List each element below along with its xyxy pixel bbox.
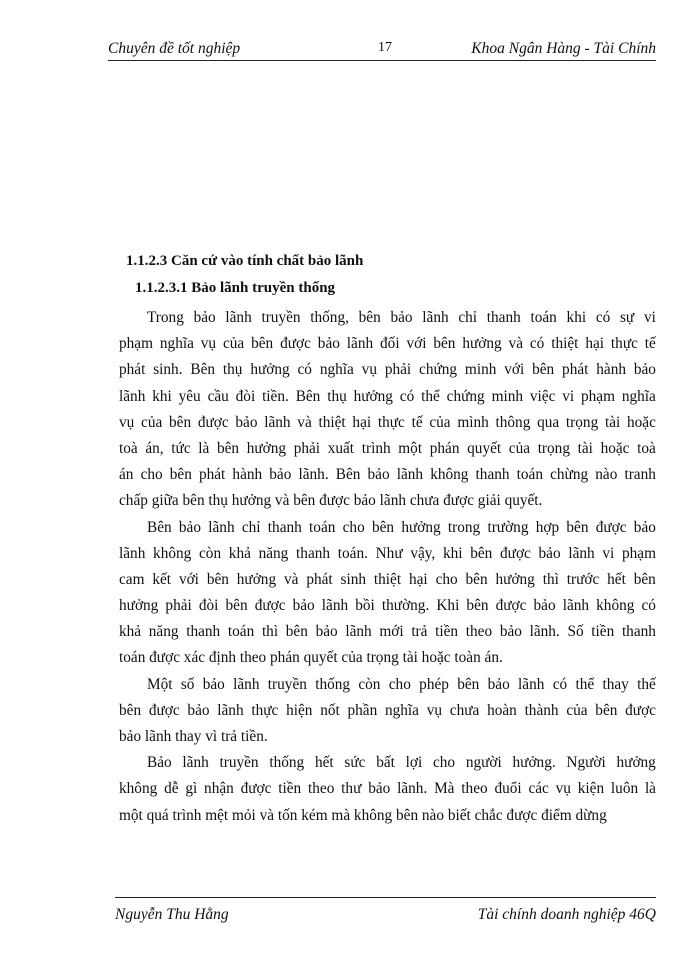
text-line: cam kết với bên hưởng và phát sinh thiệt hại cho bên hưởng thì trước hết bên [119, 570, 656, 588]
text-line: toán được xác định theo phán quyết của trọng tài hoặc toàn án. [119, 649, 503, 667]
text-line: lãnh khi yêu cầu đòi tiền. Bên thụ hưởng có thể chứng minh việc vi phạm nghĩa [119, 387, 656, 405]
footer-course: Tài chính doanh nghiệp 46Q [477, 906, 656, 923]
text-line: khả năng thanh toán thì bên bảo lãnh mới trả tiền theo bảo lãnh. Số tiền thanh [119, 623, 656, 641]
text-line: phạm nghĩa vụ của bên được bảo lãnh đối với bên hưởng và có thiệt hại thực tế [119, 335, 656, 353]
text-line: chấp giữa bên thụ hưởng và bên được bảo lãnh chưa được giải quyết. [119, 492, 543, 510]
text-line: Một số bảo lãnh truyền thống còn cho phép bên bảo lãnh có thể thay thế [147, 675, 656, 693]
text-line: Bên bảo lãnh chỉ thanh toán cho bên hưởng trong trường hợp bên được bảo [147, 518, 656, 536]
text-line: bảo lãnh thay vì trả tiền. [119, 728, 268, 745]
text-line: bên được bảo lãnh thực hiện nốt phần nghĩa vụ chưa hoàn thành của bên được [119, 701, 656, 719]
footer-author: Nguyễn Thu Hằng [115, 906, 229, 923]
text-line: toà án, tức là bên hưởng phải xuất trình một phán quyết của trọng tài hoặc toà [119, 439, 656, 457]
text-line: hưởng phải đòi bên được bảo lãnh bồi thường. Khi bên được bảo lãnh không có [119, 597, 656, 615]
page-header [108, 38, 656, 61]
paragraph [119, 305, 656, 515]
subsection-heading: 1.1.2.3.1 Bảo lãnh truyền thống [135, 280, 336, 296]
paragraph [119, 515, 656, 672]
header-left-text: Chuyên đề tốt nghiệp [108, 40, 241, 57]
text-line: vụ của bên được bảo lãnh và thiệt hại thực tế của mình thông qua trọng tài hoặc [119, 413, 656, 431]
text-line: Bảo lãnh truyền thống hết sức bất lợi cho người hưởng. Người hưởng [147, 754, 656, 772]
paragraph [119, 672, 656, 751]
header-right-text: Khoa Ngân Hàng - Tài Chính [471, 40, 656, 57]
document-body [119, 305, 656, 829]
text-line: một quá trình mệt mỏi và tốn kém mà không bên nào biết chắc được điểm dừng [119, 806, 607, 824]
text-line: án cho bên phát hành bảo lãnh. Bên bảo lãnh không thanh toán chừng nào tranh [119, 466, 656, 484]
page-footer [115, 897, 656, 924]
text-line: Trong bảo lãnh truyền thống, bên bảo lãnh chỉ thanh toán khi có sự vi [147, 309, 656, 326]
text-line: không dễ gì nhận được tiền theo thư bảo lãnh. Mà theo đuổi các vụ kiện luôn là [119, 780, 656, 798]
paragraph [119, 750, 656, 829]
text-line: phát sinh. Bên thụ hưởng có nghĩa vụ phải chứng minh với bên phát hành bảo [119, 361, 656, 379]
section-heading: 1.1.2.3 Căn cứ vào tính chất bảo lãnh [126, 253, 364, 269]
page-number: 17 [378, 40, 392, 55]
text-line: lãnh không còn khả năng thanh toán. Như vậy, khi bên được bảo lãnh vi phạm [119, 544, 656, 562]
